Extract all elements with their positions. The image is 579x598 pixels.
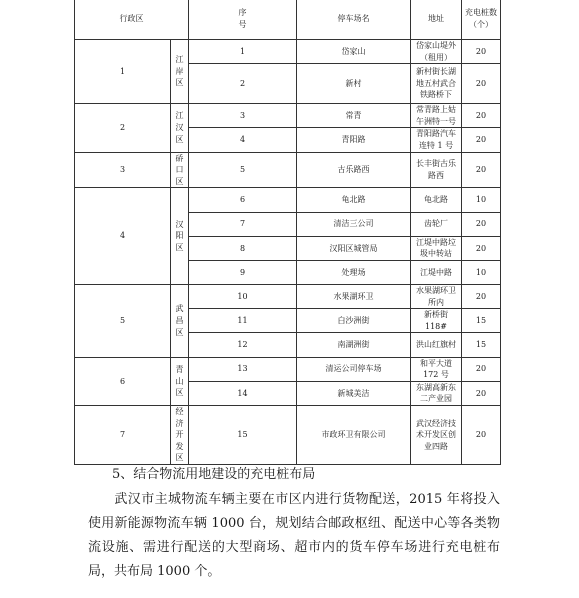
- cell-name: 常青: [297, 104, 411, 128]
- cell-name: 处理场: [297, 260, 411, 284]
- cell-seq: 2: [189, 64, 297, 104]
- cell-seq: 10: [189, 285, 297, 309]
- cell-seq: 7: [189, 212, 297, 236]
- group-district: 汉阳区: [171, 188, 189, 285]
- cell-count: 20: [462, 357, 501, 381]
- cell-count: 20: [462, 40, 501, 64]
- cell-seq: 12: [189, 333, 297, 357]
- group-number: 2: [75, 104, 171, 152]
- cell-name: 南湖洲街: [297, 333, 411, 357]
- cell-address: 和平大道 172 号: [411, 357, 462, 381]
- cell-count: 20: [462, 212, 501, 236]
- cell-name: 青阳路: [297, 128, 411, 152]
- cell-address: 新村街长湖地五村武合 铁路桥下: [411, 64, 462, 104]
- cell-count: 20: [462, 236, 501, 260]
- paragraph-text: 武汉市主城物流车辆主要在市区内进行货物配送，2015 年将投入使用新能源物流车辆 1000 台，规划结合邮政枢纽、配送中心等各类物流设施、需进行配送的大型商场、超市内的货车停车场进行充电桩布局，共布局 1000 个。: [88, 492, 500, 579]
- cell-seq: 15: [189, 406, 297, 465]
- cell-name: 岱家山: [297, 40, 411, 64]
- cell-name: 白沙洲街: [297, 309, 411, 333]
- cell-count: 20: [462, 406, 501, 465]
- cell-count: 10: [462, 260, 501, 284]
- table-row: [75, 406, 501, 465]
- cell-address: 水果湖环卫所内: [411, 285, 462, 309]
- group-number: 6: [75, 357, 171, 405]
- cell-count: 20: [462, 285, 501, 309]
- cell-seq: 9: [189, 260, 297, 284]
- cell-seq: 4: [189, 128, 297, 152]
- table-row: [75, 152, 501, 188]
- cell-address: 常青路上姑午洲特一号: [411, 104, 462, 128]
- cell-count: 20: [462, 64, 501, 104]
- section-heading: 5、结合物流用地建设的充电桩布局: [112, 467, 316, 482]
- table-header-row: [75, 0, 501, 40]
- cell-name: 汉阳区城管局: [297, 236, 411, 260]
- group-district: 硚口区: [171, 152, 189, 188]
- group-number: 7: [75, 406, 171, 465]
- cell-address: 齿轮厂: [411, 212, 462, 236]
- cell-seq: 5: [189, 152, 297, 188]
- charging-station-table: [74, 0, 501, 465]
- group-district: 江汉区: [171, 104, 189, 152]
- table-row: [75, 285, 501, 309]
- cell-address: 江堤中路: [411, 260, 462, 284]
- cell-name: 市政环卫有限公司: [297, 406, 411, 465]
- cell-seq: 13: [189, 357, 297, 381]
- group-district: 江岸区: [171, 40, 189, 104]
- cell-count: 10: [462, 188, 501, 212]
- cell-address: 江堤中路垃圾中转站: [411, 236, 462, 260]
- cell-address: 青阳路汽车连特 1 号: [411, 128, 462, 152]
- cell-count: 20: [462, 128, 501, 152]
- table-row: [75, 188, 501, 212]
- group-district: 经济开发 区: [171, 406, 189, 465]
- group-number: 3: [75, 152, 171, 188]
- cell-address: 长丰街古乐路西: [411, 152, 462, 188]
- group-district: 青山区: [171, 357, 189, 405]
- cell-name: 新城美洁: [297, 381, 411, 405]
- cell-name: 清运公司停车场: [297, 357, 411, 381]
- table-row: [75, 40, 501, 64]
- header-name: 停车场名: [297, 0, 411, 40]
- cell-name: 清洁三公司: [297, 212, 411, 236]
- cell-address: 武汉经济技术开发区创 业四路: [411, 406, 462, 465]
- header-seq: 序 号: [189, 0, 297, 40]
- header-count: 充电桩数 （个）: [462, 0, 501, 40]
- body-paragraph: [88, 488, 500, 584]
- cell-seq: 14: [189, 381, 297, 405]
- cell-count: 20: [462, 152, 501, 188]
- group-number: 5: [75, 285, 171, 358]
- cell-name: 龟北路: [297, 188, 411, 212]
- cell-address: 新桥街 118#: [411, 309, 462, 333]
- cell-seq: 8: [189, 236, 297, 260]
- cell-name: 新村: [297, 64, 411, 104]
- cell-count: 15: [462, 333, 501, 357]
- cell-address: 洪山红旗村: [411, 333, 462, 357]
- cell-count: 20: [462, 104, 501, 128]
- group-district: 武昌区: [171, 285, 189, 358]
- cell-count: 15: [462, 309, 501, 333]
- header-address: 地址: [411, 0, 462, 40]
- cell-seq: 3: [189, 104, 297, 128]
- cell-seq: 11: [189, 309, 297, 333]
- cell-address: 岱家山堤外（租用）: [411, 40, 462, 64]
- cell-seq: 6: [189, 188, 297, 212]
- cell-name: 水果湖环卫: [297, 285, 411, 309]
- cell-address: 龟北路: [411, 188, 462, 212]
- cell-seq: 1: [189, 40, 297, 64]
- cell-count: 20: [462, 381, 501, 405]
- group-number: 4: [75, 188, 171, 285]
- cell-address: 东湖高新东二产业园: [411, 381, 462, 405]
- table-row: [75, 104, 501, 128]
- table-row: [75, 357, 501, 381]
- group-number: 1: [75, 40, 171, 104]
- header-district: 行政区: [75, 0, 189, 40]
- cell-name: 古乐路西: [297, 152, 411, 188]
